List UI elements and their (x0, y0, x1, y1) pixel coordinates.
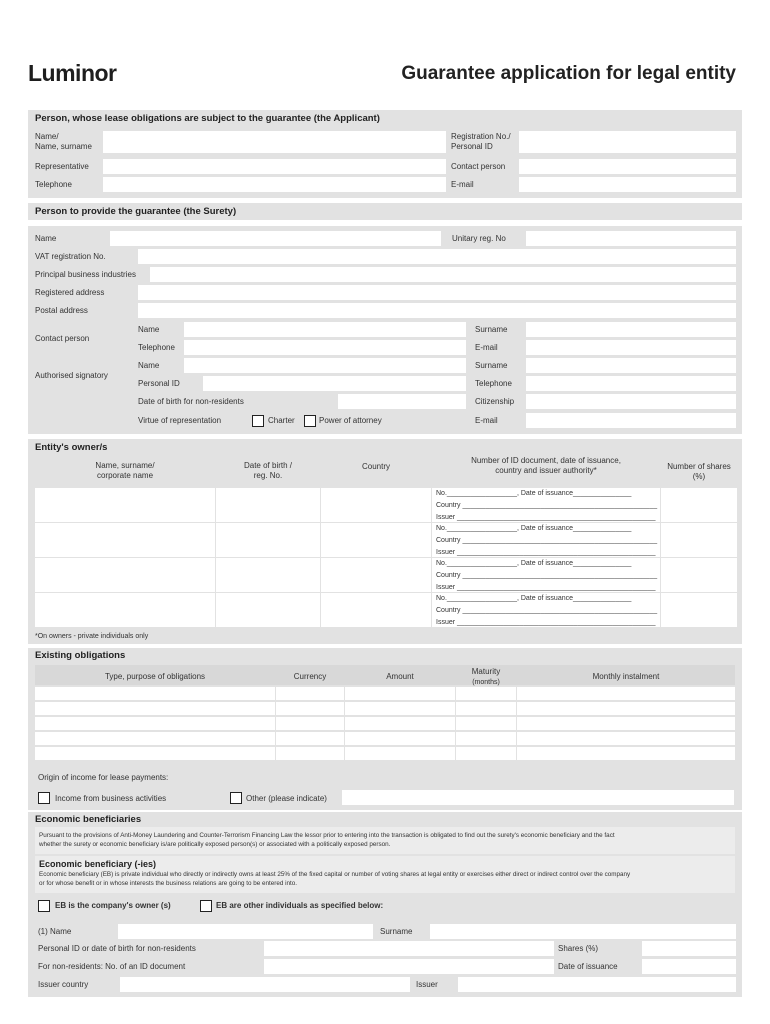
as-name-label: Name (138, 361, 160, 370)
obligation-row-4-currency[interactable] (276, 732, 344, 745)
obligation-row-2-instalment[interactable] (517, 702, 735, 715)
owners-title: Entity's owner/s (35, 442, 108, 453)
industries-field[interactable] (150, 267, 736, 282)
origin-income-label: Origin of income for lease payments: (38, 773, 169, 782)
cp-telephone-field[interactable] (184, 340, 466, 355)
owner-4-id[interactable] (432, 593, 660, 627)
owner-issuer-line: Issuer ___________________________________________________ (436, 584, 656, 591)
col-amount-header: Amount (386, 672, 414, 681)
as-surname-field[interactable] (526, 358, 736, 373)
owner-1-name[interactable] (35, 488, 215, 522)
owner-no-line: No.__________________, Date of issuance_______________ (436, 525, 632, 532)
owner-issuer-line: Issuer ___________________________________________________ (436, 514, 656, 521)
other-income-field[interactable] (342, 790, 734, 805)
eb-shares-label: Shares (%) (558, 944, 599, 953)
surety-name-label: Name (35, 234, 57, 243)
as-citizenship-field[interactable] (526, 394, 736, 409)
col-maturity-header: Maturity (months) (471, 667, 501, 686)
owner-2-dob[interactable] (216, 523, 320, 557)
cp-surname-label: Surname (475, 325, 508, 334)
owner-country-line: Country __________________________________________________ (436, 607, 658, 614)
owner-country-line: Country __________________________________________________ (436, 502, 658, 509)
name-label: Name/ (35, 132, 59, 141)
other-income-checkbox[interactable] (230, 792, 242, 804)
as-telephone-label: Telephone (475, 379, 512, 388)
owner-1-id[interactable] (432, 488, 660, 522)
cp-name-field[interactable] (184, 322, 466, 337)
luminor-logo: Luminor (28, 60, 117, 86)
obligation-row-5-currency[interactable] (276, 747, 344, 760)
name-label-2: Name, surname (35, 142, 92, 151)
owner-2-name[interactable] (35, 523, 215, 557)
as-personal-id-label: Personal ID (138, 379, 180, 388)
obligation-row-1-amount[interactable] (345, 687, 455, 700)
cp-surname-field[interactable] (526, 322, 736, 337)
obligation-row-5-instalment[interactable] (517, 747, 735, 760)
owner-4-dob[interactable] (216, 593, 320, 627)
owner-3-dob[interactable] (216, 558, 320, 592)
owners-footnote: *On owners - private individuals only (35, 633, 149, 640)
eb-definition-text: Economic beneficiary (EB) is private individual who directly or indirectly owns at least 25% of the fixed capital or number of voting shares at legal entity or exercises either direct or indirect control over the company or for whose benefit or in whose interests the business relations are going to be entered into. (39, 871, 631, 887)
reg-label: Registration No./ (451, 132, 511, 141)
owner-4-shares[interactable] (661, 593, 737, 627)
as-email-label: E-mail (475, 416, 498, 425)
owner-1-dob[interactable] (216, 488, 320, 522)
eb-id-doc-field[interactable] (264, 959, 554, 974)
obligation-row-3-type[interactable] (35, 717, 275, 730)
owner-country-line: Country __________________________________________________ (436, 572, 658, 579)
eb-issuer-country-field[interactable] (120, 977, 410, 992)
virtue-label: Virtue of representation (138, 416, 222, 425)
obligation-row-5-maturity[interactable] (456, 747, 516, 760)
eb-other-checkbox[interactable] (200, 900, 212, 912)
vat-field[interactable] (138, 249, 736, 264)
obligation-row-3-maturity[interactable] (456, 717, 516, 730)
owner-issuer-line: Issuer ___________________________________________________ (436, 549, 656, 556)
obligation-row-1-maturity[interactable] (456, 687, 516, 700)
obligation-row-4-amount[interactable] (345, 732, 455, 745)
cp-email-field[interactable] (526, 340, 736, 355)
registered-address-label: Registered address (35, 288, 105, 297)
owner-3-name[interactable] (35, 558, 215, 592)
owner-country-line: Country __________________________________________________ (436, 537, 658, 544)
obligation-row-3-instalment[interactable] (517, 717, 735, 730)
owner-3-id[interactable] (432, 558, 660, 592)
obligation-row-4-maturity[interactable] (456, 732, 516, 745)
obligation-row-2-type[interactable] (35, 702, 275, 715)
as-dob-field[interactable] (338, 394, 466, 409)
owner-4-name[interactable] (35, 593, 215, 627)
obligation-row-4-instalment[interactable] (517, 732, 735, 745)
unitary-reg-label: Unitary reg. No (452, 234, 506, 243)
reg-label-2: Personal ID (451, 142, 493, 151)
representative-label: Representative (35, 162, 89, 171)
contact-person-field[interactable] (519, 159, 736, 174)
eb-date-issuance-label: Date of issuance (558, 962, 618, 971)
col-shares-header: Number of shares (%) (667, 462, 731, 481)
eb-issuer-field[interactable] (458, 977, 736, 992)
owner-no-line: No.__________________, Date of issuance_______________ (436, 490, 632, 497)
eb-name-field[interactable] (118, 924, 373, 939)
industries-label: Principal business industries (35, 270, 136, 279)
as-telephone-field[interactable] (526, 376, 736, 391)
owner-3-country[interactable] (321, 558, 431, 592)
applicant-title: Person, whose lease obligations are subject to the guarantee (the Applicant) (35, 113, 380, 124)
eb-personal-id-label: Personal ID or date of birth for non-residents (38, 944, 196, 953)
applicant-name-field[interactable] (103, 131, 446, 153)
col-id-header: Number of ID document, date of issuance, country and issuer authority* (471, 456, 621, 475)
as-citizenship-label: Citizenship (475, 397, 515, 406)
surety-name-field[interactable] (110, 231, 441, 246)
obligation-row-2-currency[interactable] (276, 702, 344, 715)
registered-address-field[interactable] (138, 285, 736, 300)
charter-label: Charter (268, 416, 295, 425)
income-business-label: Income from business activities (55, 794, 167, 803)
owner-issuer-line: Issuer ___________________________________________________ (436, 619, 656, 626)
col-type-header: Type, purpose of obligations (104, 672, 206, 681)
obligation-row-3-amount[interactable] (345, 717, 455, 730)
owner-1-country[interactable] (321, 488, 431, 522)
postal-address-label: Postal address (35, 306, 88, 315)
document-title: Guarantee application for legal entity (401, 63, 736, 84)
obligation-row-2-amount[interactable] (345, 702, 455, 715)
other-income-label: Other (please indicate) (246, 794, 327, 803)
as-email-field[interactable] (526, 413, 736, 428)
owner-1-shares[interactable] (661, 488, 737, 522)
aml-notice-text: Pursuant to the provisions of Anti-Money Laundering and Counter-Terrorism Financing Law the lessor prior to entering into the transaction is obligated to find out the surety's economic beneficiary and the fact whether the surety or economic beneficiary is/are politically exposed person(s) or associated with a politically exposed person. (39, 832, 615, 848)
as-name-field[interactable] (184, 358, 466, 373)
telephone-label: Telephone (35, 180, 72, 189)
owner-no-line: No.__________________, Date of issuance_______________ (436, 595, 632, 602)
eb-subtitle: Economic beneficiary (-ies) (39, 859, 157, 869)
vat-label: VAT registration No. (35, 252, 106, 261)
charter-checkbox[interactable] (252, 415, 264, 427)
obligation-row-1-currency[interactable] (276, 687, 344, 700)
unitary-reg-field[interactable] (526, 231, 736, 246)
owner-2-id[interactable] (432, 523, 660, 557)
contact-person-group-label: Contact person (35, 334, 90, 343)
beneficiaries-title: Economic beneficiaries (35, 814, 142, 825)
postal-address-field[interactable] (138, 303, 736, 318)
eb-personal-id-field[interactable] (264, 941, 554, 956)
obligation-row-2-maturity[interactable] (456, 702, 516, 715)
eb-owner-checkbox[interactable] (38, 900, 50, 912)
as-dob-label: Date of birth for non-residents (138, 397, 244, 406)
cp-name-label: Name (138, 325, 160, 334)
email-field[interactable] (519, 177, 736, 192)
obligation-row-1-type[interactable] (35, 687, 275, 700)
auth-signatory-label: Authorised signatory (35, 371, 108, 380)
col-country-header: Country (361, 462, 390, 471)
power-of-attorney-checkbox[interactable] (304, 415, 316, 427)
owner-4-country[interactable] (321, 593, 431, 627)
col-name-header: Name, surname/ corporate name (95, 461, 155, 480)
obligation-row-3-currency[interactable] (276, 717, 344, 730)
owner-no-line: No.__________________, Date of issuance_______________ (436, 560, 632, 567)
col-dob-header: Date of birth / reg. No. (243, 461, 293, 480)
surety-title: Person to provide the guarantee (the Surety) (35, 206, 237, 217)
applicant-reg-field[interactable] (519, 131, 736, 153)
owner-2-country[interactable] (321, 523, 431, 557)
contact-person-label: Contact person (451, 162, 506, 171)
obligation-row-1-instalment[interactable] (517, 687, 735, 700)
eb-other-label: EB are other individuals as specified below: (216, 901, 384, 910)
telephone-field[interactable] (103, 177, 446, 192)
eb-id-doc-label: For non-residents: No. of an ID document (38, 962, 186, 971)
col-instalment-header: Monthly instalment (592, 672, 660, 681)
email-label: E-mail (451, 180, 474, 189)
as-surname-label: Surname (475, 361, 508, 370)
as-personal-id-field[interactable] (203, 376, 466, 391)
eb-name-label: (1) Name (38, 927, 72, 936)
owner-3-shares[interactable] (661, 558, 737, 592)
eb-date-issuance-field[interactable] (642, 959, 736, 974)
cp-email-label: E-mail (475, 343, 498, 352)
obligation-row-5-type[interactable] (35, 747, 275, 760)
eb-surname-label: Surname (380, 927, 413, 936)
cp-telephone-label: Telephone (138, 343, 175, 352)
eb-shares-field[interactable] (642, 941, 736, 956)
obligation-row-4-type[interactable] (35, 732, 275, 745)
eb-surname-field[interactable] (430, 924, 736, 939)
power-of-attorney-label: Power of attorney (319, 416, 382, 425)
representative-field[interactable] (103, 159, 446, 174)
col-currency-header: Currency (293, 672, 327, 681)
owner-2-shares[interactable] (661, 523, 737, 557)
obligations-title: Existing obligations (35, 650, 126, 661)
obligation-row-5-amount[interactable] (345, 747, 455, 760)
eb-issuer-country-label: Issuer country (38, 980, 89, 989)
income-business-checkbox[interactable] (38, 792, 50, 804)
eb-issuer-label: Issuer (416, 980, 438, 989)
eb-owner-label: EB is the company's owner (s) (55, 901, 171, 910)
